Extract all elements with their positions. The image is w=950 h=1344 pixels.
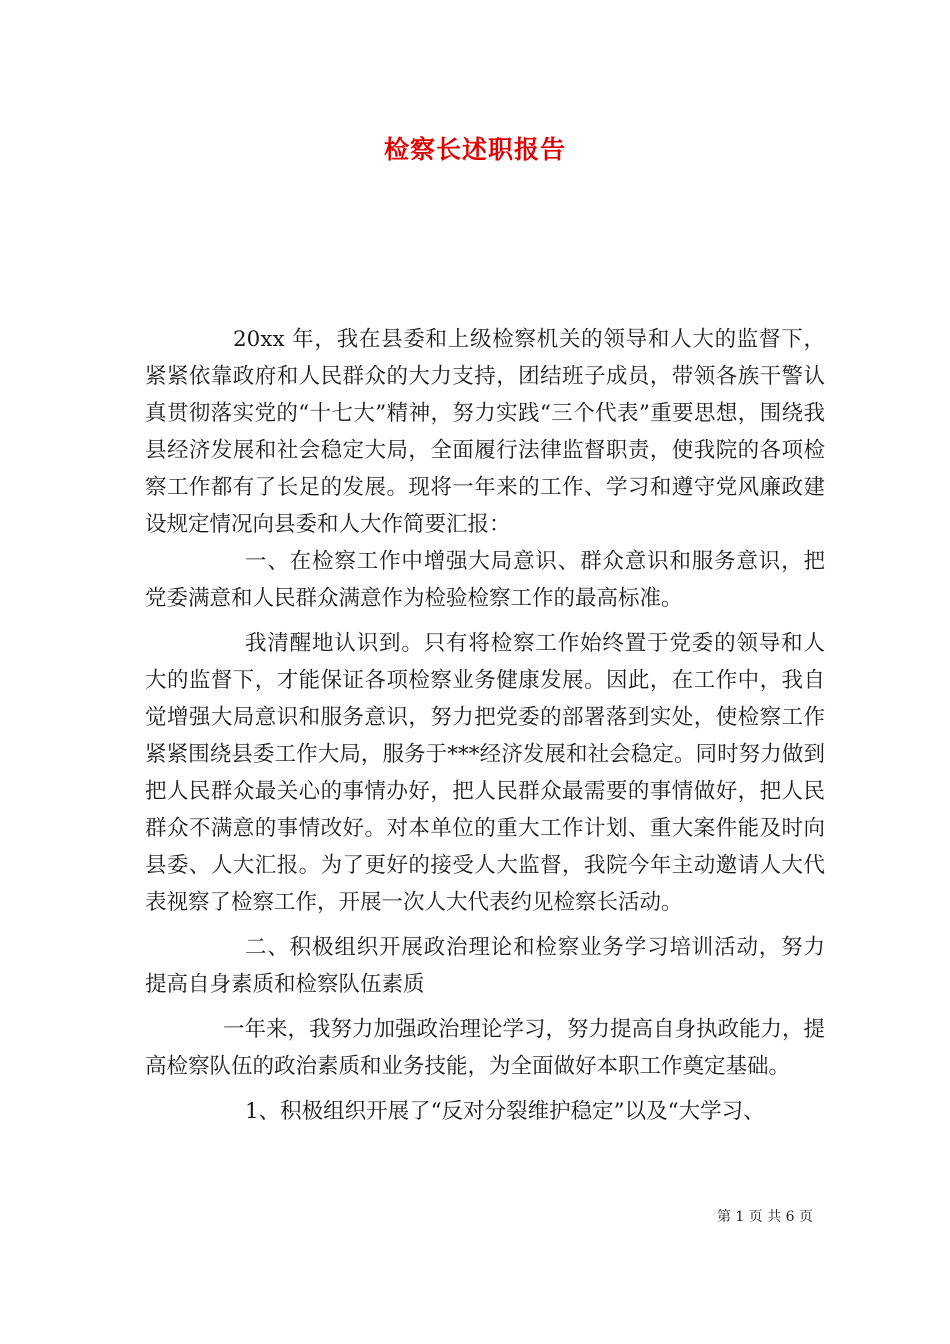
paragraph-section-1-heading: 一、在检察工作中增强大局意识、群众意识和服务意识，把党委满意和人民群众满意作为检验检察工作的最高标准。	[145, 549, 825, 611]
document-title: 检察长述职报告	[383, 135, 566, 164]
paragraph-item-1: 1、积极组织开展了“反对分裂维护稳定”以及“大学习、	[245, 1099, 765, 1124]
paragraph-section-2-body: 一年来，我努力加强政治理论学习，努力提高自身执政能力，提高检察队伍的政治素质和业务技能，为全面做好本职工作奠定基础。	[145, 1017, 826, 1079]
paragraph-intro: 20xx 年，我在县委和上级检察机关的领导和人大的监督下，紧紧依靠政府和人民群众的大力支持，团结班子成员，带领各族干警认真贯彻落实党的“十七大”精神，努力实践“三个代表”重要思想，围绕我县经济发展和社会稳定大局，全面履行法律监督职责，使我院的各项检察工作都有了长足的发展。现将一年来的工作、学习和遵守党风廉政建设规定情况向县委和人大作简要汇报：	[145, 327, 825, 537]
page-number: 第 1 页 共 6 页	[716, 1209, 814, 1225]
page-footer	[0, 1206, 950, 1226]
document-body	[145, 321, 825, 1130]
paragraph-section-1-body: 我清醒地认识到。只有将检察工作始终置于党委的领导和人大的监督下，才能保证各项检察业务健康发展。因此，在工作中，我自觉增强大局意识和服务意识，努力把党委的部署落到实处，使检察工作紧紧围绕县委工作大局，服务于***经济发展和社会稳定。同时努力做到把人民群众最关心的事情办好，把人民群众最需要的事情做好，把人民群众不满意的事情改好。对本单位的重大工作计划、重大案件能及时向县委、人大汇报。为了更好的接受人大监督，我院今年主动邀请人大代表视察了检察工作，开展一次人大代表约见检察长活动。	[145, 631, 825, 915]
paragraph-section-2-heading: 二、积极组织开展政治理论和检察业务学习培训活动，努力提高自身素质和检察队伍素质	[145, 935, 825, 997]
